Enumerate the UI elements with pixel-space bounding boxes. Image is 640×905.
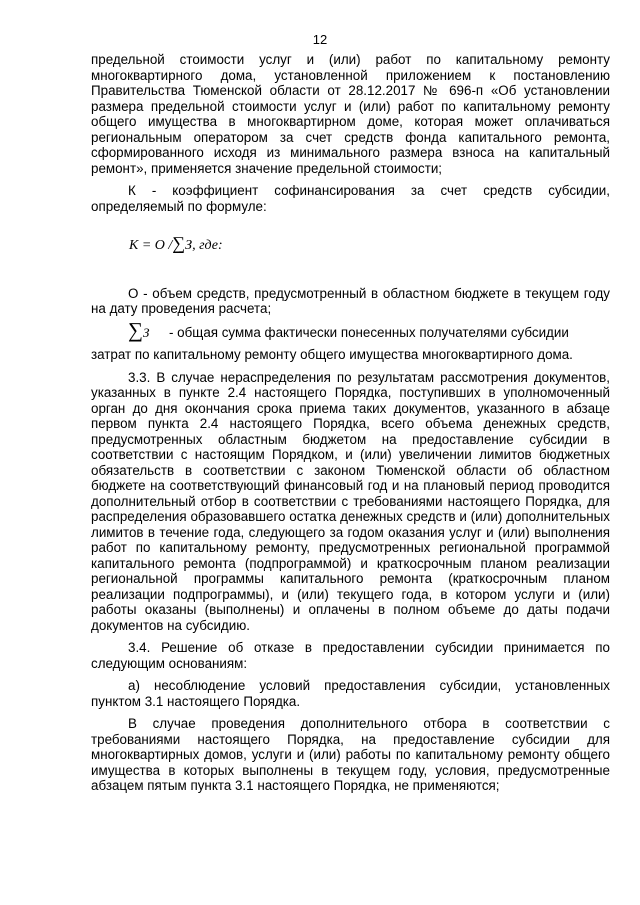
paragraph-3-3: 3.3. В случае нераспределения по результатам рассмотрения документов, указанных в пункте 2.4 настоящего Порядка, поступивших в уполномоченный орган до дня окончания срока приема таких документов, указанного в абзаце первом пункта 2.4 настоящего Порядка, всего объема денежных средств, предусмотренных областным бюджетом на предоставление субсидии в соответствии с настоящим Порядком, и (или) увеличении лимитов бюджетных обязательств в соответствии с законом Тюменской области об областном бюджете на соответствующий финансовый год и на плановый период проводится дополнительный отбор в соответствии с требованиями настоящего Порядка, для распределения образовавшего остатка денежных средств и (или) дополнительных лимитов в течение года, следующего за годом оказания услуг и (или) выполнения работ по капитальному ремонту, предусмотренных региональной программой капитального ремонта (подпрограммой) и краткосрочным планом реализации региональной программы капитального ремонта (краткосрочным планом реализации подпрограммы), и (или) текущего года, в котором услуги и (или) работы оказаны (выполнены) и оплачены в полном объеме до даты подачи документов на субсидию.: [91, 369, 610, 633]
formula-lhs: K = O /: [129, 238, 173, 253]
document-body: [91, 52, 610, 794]
paragraph-volume: О - объем средств, предусмотренный в областном бюджете в текущем году на дату проведения расчета;: [91, 285, 610, 316]
formula-tail: , где:: [192, 238, 223, 253]
paragraph-costs: затрат по капитальному ремонту общего имущества многоквартирного дома.: [91, 347, 573, 362]
sum-definition-text: - общая сумма фактически понесенных получателями субсидии: [169, 324, 569, 340]
sum-symbol: ∑З: [128, 317, 150, 342]
page-number: 12: [312, 32, 328, 47]
formula-var: З: [185, 238, 193, 253]
paragraph-item-a: а) несоблюдение условий предоставления субсидии, установленных пунктом 3.1 настоящего Порядка.: [91, 678, 610, 709]
sum-definition: [91, 317, 610, 342]
formula: [129, 233, 610, 254]
paragraph-coefficient: К - коэффициент софинансирования за счет средств субсидии, определяемый по формуле:: [91, 183, 610, 214]
paragraph-3-4: 3.4. Решение об отказе в предоставлении субсидии принимается по следующим основаниям:: [91, 640, 610, 671]
paragraph-max-cost: предельной стоимости услуг и (или) работ по капитальному ремонту многоквартирного дома, установленной приложением к постановлению Правительства Тюменской области от 28.12.2017 № 696-п «Об установлении размера предельной стоимости услуг и (или) работ по капитальному ремонту общего имущества в многоквартирном доме, которая может оплачиваться региональным оператором за счет средств фонда капитального ремонта, сформированного исходя из минимального размера взноса на капитальный ремонт», применяется значение предельной стоимости;: [91, 52, 610, 176]
formula-sigma: ∑: [172, 233, 186, 253]
paragraph-additional-selection: В случае проведения дополнительного отбора в соответствии с требованиями настоящего Порядка, на предоставление субсидии для многоквартирных домов, услуги и (или) работы по капитальному ремонту общего имущества в которых выполнены в текущем году, условия, предусмотренные абзацем пятым пункта 3.1 настоящего Порядка, не применяются;: [91, 716, 610, 793]
